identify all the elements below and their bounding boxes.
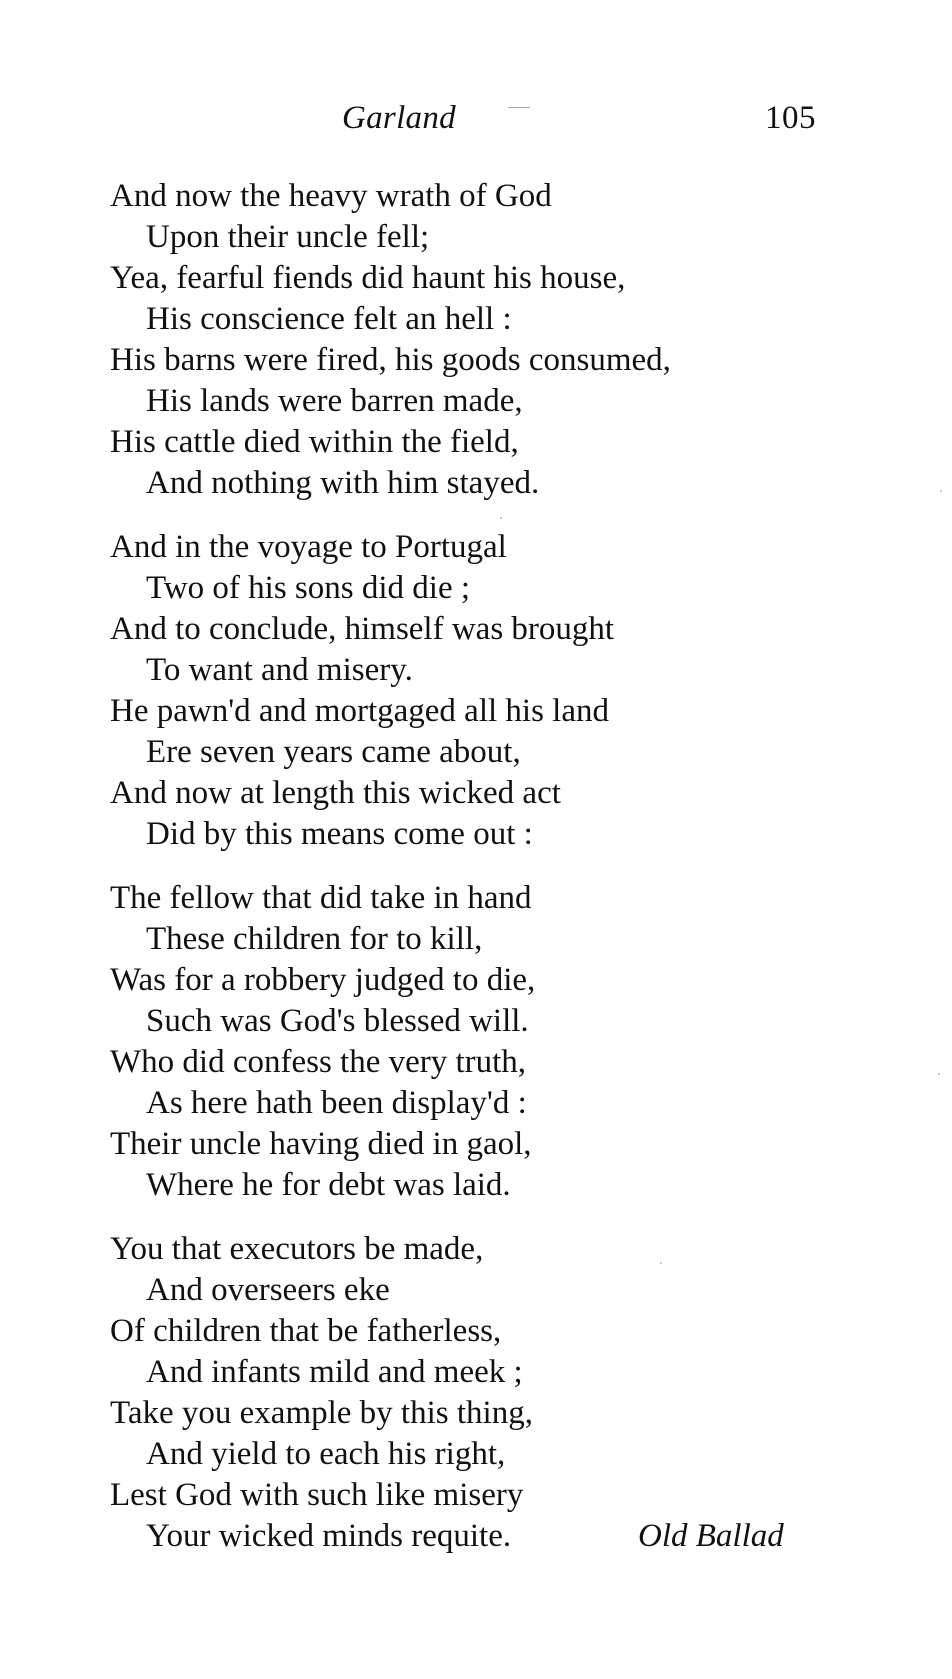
poem-line: Did by this means come out : xyxy=(146,816,533,852)
stanza-3 xyxy=(110,878,830,1206)
running-title: Garland xyxy=(342,100,456,136)
poem-line: And now the heavy wrath of God xyxy=(110,178,552,214)
poem-line: Was for a robbery judged to die, xyxy=(110,962,536,998)
poem-line: Of children that be fatherless, xyxy=(110,1313,502,1349)
poem-line: And yield to each his right, xyxy=(146,1436,506,1472)
scan-speck xyxy=(940,490,942,492)
stanza-1 xyxy=(110,176,830,504)
poem xyxy=(110,176,830,1580)
poem-line: Yea, fearful fiends did haunt his house, xyxy=(110,260,626,296)
poem-line: Such was God's blessed will. xyxy=(146,1003,529,1039)
poem-line: His cattle died within the field, xyxy=(110,424,519,460)
poem-line: Ere seven years came about, xyxy=(146,734,521,770)
poem-line: The fellow that did take in hand xyxy=(110,880,532,916)
poem-line: Two of his sons did die ; xyxy=(146,570,471,606)
poem-line: Upon their uncle fell; xyxy=(146,219,430,255)
poem-line: Your wicked minds requite. xyxy=(146,1518,512,1554)
poem-line: As here hath been display'd : xyxy=(146,1085,527,1121)
poem-line: And infants mild and meek ; xyxy=(146,1354,523,1390)
poem-line: Lest God with such like misery xyxy=(110,1477,524,1513)
stanza-4 xyxy=(110,1229,830,1557)
poem-line: And nothing with him stayed. xyxy=(146,465,540,501)
attribution: Old Ballad xyxy=(638,1518,784,1554)
poem-line: These children for to kill, xyxy=(146,921,483,957)
poem-line: Take you example by this thing, xyxy=(110,1395,533,1431)
poem-line: And now at length this wicked act xyxy=(110,775,561,811)
poem-line: His barns were fired, his goods consumed, xyxy=(110,342,671,378)
print-mark xyxy=(508,107,530,108)
poem-line: His lands were barren made, xyxy=(146,383,523,419)
poem-line: Their uncle having died in gaol, xyxy=(110,1126,532,1162)
poem-line: Who did confess the very truth, xyxy=(110,1044,527,1080)
page-number: 105 xyxy=(765,100,816,136)
poem-line: To want and misery. xyxy=(146,652,413,688)
scan-speck xyxy=(660,1262,662,1264)
poem-line: And to conclude, himself was brought xyxy=(110,611,615,647)
running-head xyxy=(0,100,952,148)
poem-line: You that executors be made, xyxy=(110,1231,484,1267)
poem-line: And overseers eke xyxy=(146,1272,390,1308)
poem-line: Where he for debt was laid. xyxy=(146,1167,511,1203)
scan-speck xyxy=(938,1073,940,1075)
scan-speck xyxy=(500,517,502,519)
poem-line: And in the voyage to Portugal xyxy=(110,529,507,565)
poem-line: His conscience felt an hell : xyxy=(146,301,512,337)
poem-line: He pawn'd and mortgaged all his land xyxy=(110,693,609,729)
stanza-2 xyxy=(110,527,830,855)
